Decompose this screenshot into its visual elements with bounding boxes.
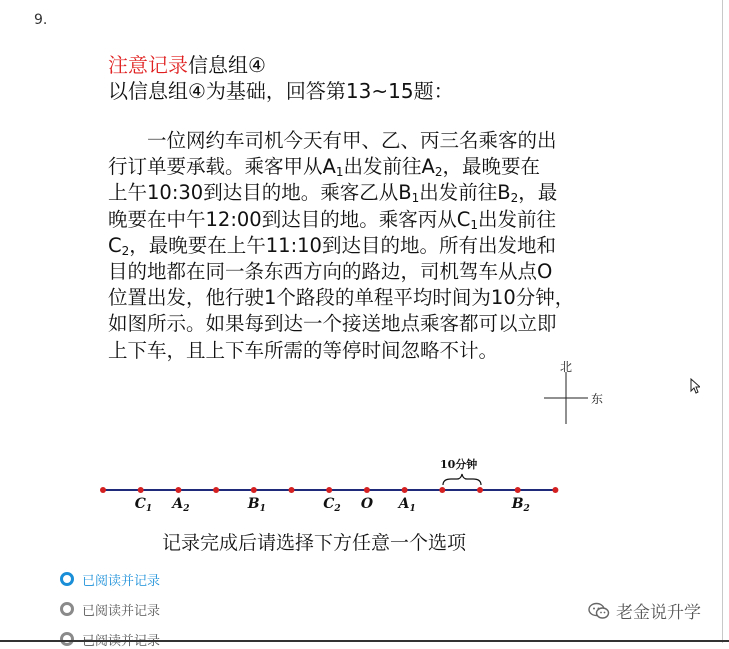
paragraph-line: $C_2$，最晚要在上午11:10到达目的地。所有出发地和 — [108, 233, 556, 258]
route-point — [213, 487, 219, 493]
route-point — [138, 487, 144, 493]
compass-east-label: 东 — [591, 392, 604, 406]
frame-border — [722, 0, 723, 643]
wechat-icon — [588, 602, 610, 620]
route-point-label: $C_1$ — [134, 496, 153, 514]
bottom-edge — [0, 640, 729, 642]
route-point-label: $A_1$ — [398, 496, 416, 514]
option-read-and-recorded-1[interactable] — [60, 570, 160, 588]
paragraph-line: 行订单要承载。乘客甲从$A_1$出发前往$A_2$，最晚要在 — [108, 155, 540, 180]
route-point — [251, 487, 257, 493]
route-point — [477, 487, 483, 493]
compass-north-label: 北 — [560, 360, 573, 374]
route-point-label: $B_2$ — [511, 496, 530, 514]
option-read-and-recorded-2[interactable] — [60, 600, 160, 618]
paragraph-line: 如图所示。如果每到达一个接送地点乘客都可以立即 — [108, 312, 557, 336]
instruction-text: 记录完成后请选择下方任意一个选项 — [162, 532, 467, 554]
paragraph-line: 一位网约车司机今天有甲、乙、丙三名乘客的出 — [147, 129, 557, 152]
paragraph-line: 上午10:30到达目的地。乘客乙从$B_1$出发前往$B_2$，最 — [108, 181, 558, 206]
question-number: 9. — [34, 12, 48, 28]
route-point — [289, 487, 295, 493]
radio-unselected-icon[interactable] — [60, 632, 74, 646]
heading-rest: 信息组④ — [188, 53, 266, 77]
route-point — [402, 487, 408, 493]
watermark-text: 老金说升学 — [616, 603, 701, 623]
heading-highlight: 注意记录 — [108, 53, 188, 77]
route-point — [439, 487, 445, 493]
route-point — [175, 487, 181, 493]
route-point-label: $A_2$ — [172, 496, 190, 514]
mouse-cursor-icon — [690, 378, 700, 394]
route-point-label: $C_2$ — [323, 496, 341, 514]
segment-time-label: 10分钟 — [440, 458, 478, 471]
watermark — [588, 598, 701, 623]
option-label: 已阅读并记录 — [82, 603, 161, 619]
route-point — [326, 487, 332, 493]
paragraph-line: 目的地都在同一条东西方向的路边，司机驾车从点O — [108, 260, 553, 284]
paragraph-line: 上下车，且上下车所需的等停时间忽略不计。 — [108, 338, 499, 362]
paragraph-line: 位置出发，他行驶1个路段的单程平均时间为10分钟， — [108, 286, 575, 310]
option-label: 已阅读并记录 — [82, 573, 161, 589]
subheading: 以信息组④为基础，回答第13~15题： — [108, 79, 454, 103]
route-point-label: $B_1$ — [247, 496, 266, 514]
paragraph-line: 晚要在中午12:00到达目的地。乘客丙从$C_1$出发前往 — [108, 207, 556, 232]
option-label — [82, 630, 160, 649]
route-diagram — [95, 450, 575, 520]
route-point — [515, 487, 521, 493]
info-group-heading — [108, 52, 266, 78]
segment-brace — [443, 474, 481, 485]
problem-paragraph — [108, 128, 598, 364]
compass-rose — [540, 360, 610, 430]
route-point — [364, 487, 370, 493]
option-read-and-recorded-3[interactable] — [60, 630, 160, 648]
route-point — [552, 487, 558, 493]
radio-unselected-icon[interactable] — [60, 602, 74, 616]
radio-selected-icon[interactable] — [60, 572, 74, 586]
route-point-label: O — [360, 496, 374, 512]
route-point — [100, 487, 106, 493]
